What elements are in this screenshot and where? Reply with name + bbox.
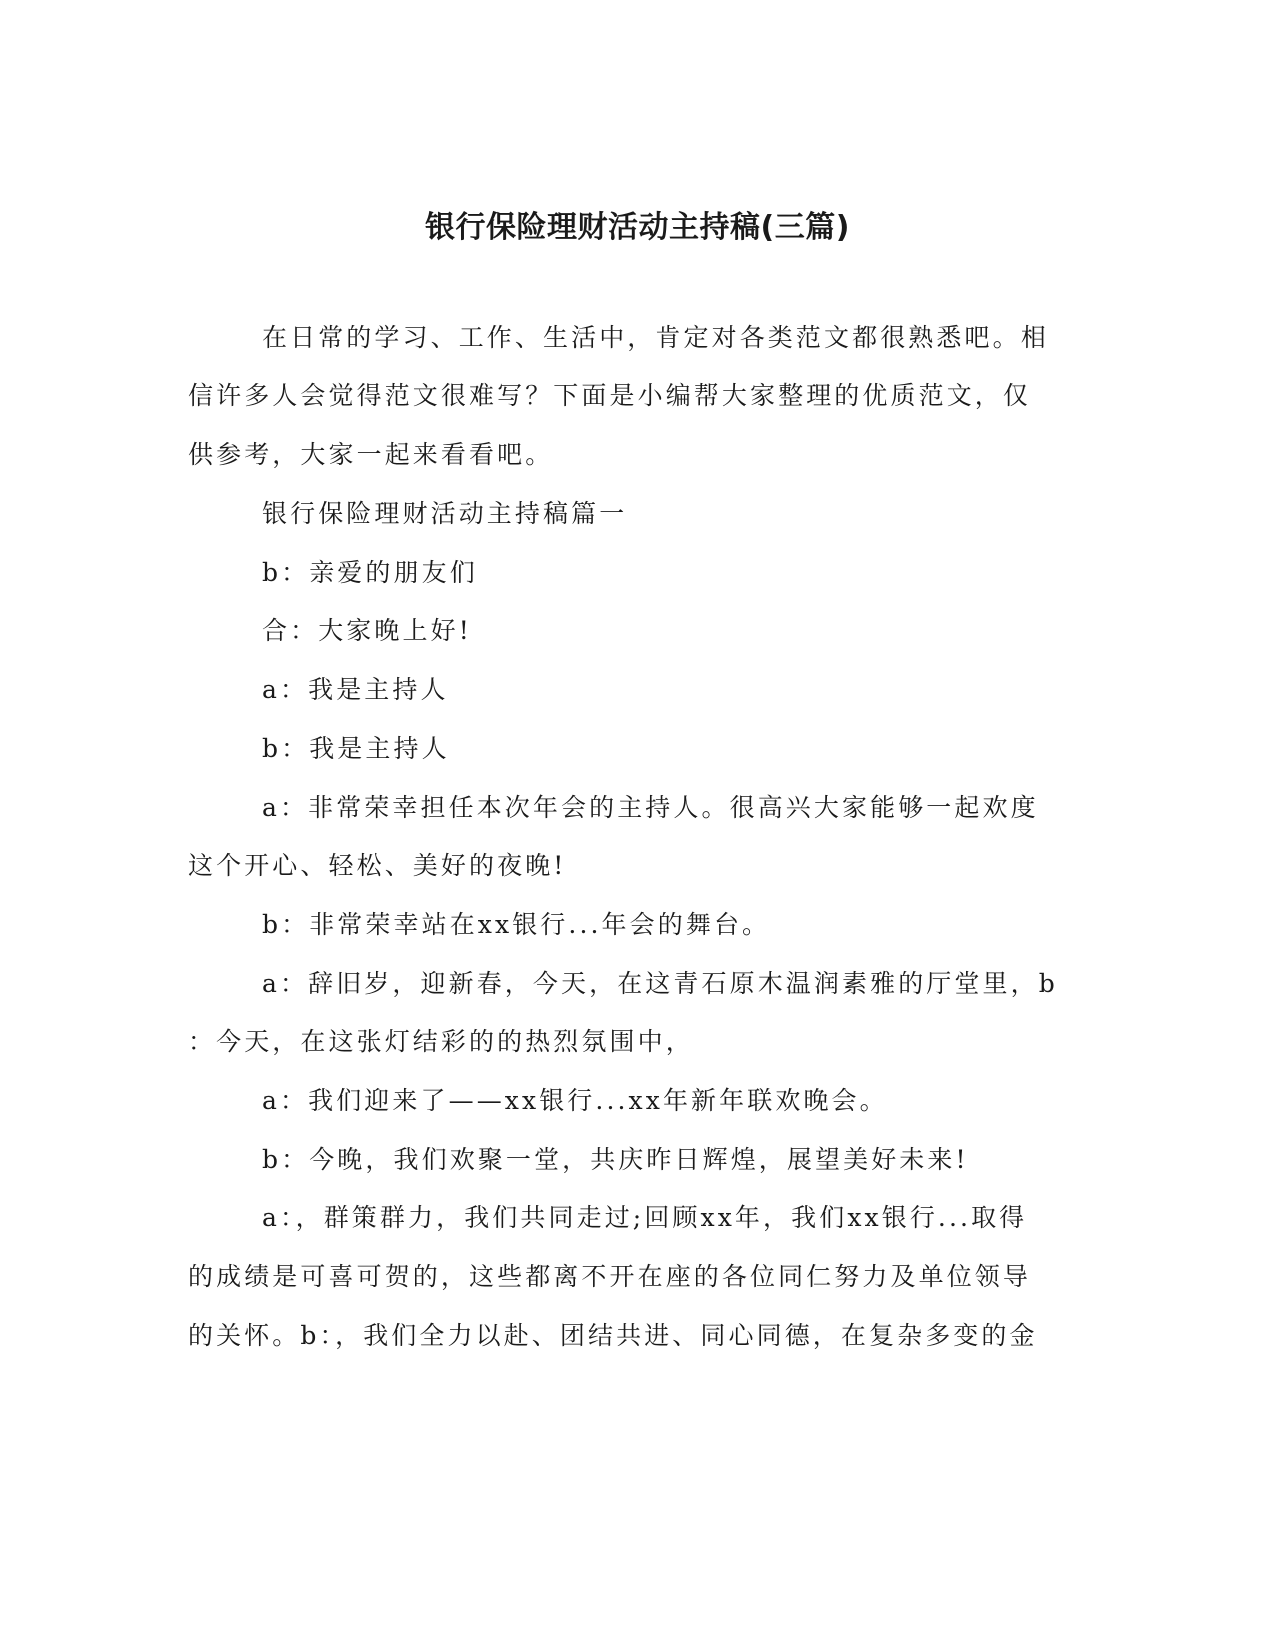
paragraph-line: b：今晚，我们欢聚一堂，共庆昨日辉煌，展望美好未来! [262, 1145, 969, 1174]
paragraph-line: b：我是主持人 [262, 734, 450, 763]
paragraph-line: 的成绩是可喜可贺的，这些都离不开在座的各位同仁努力及单位领导 [188, 1262, 1032, 1291]
paragraph-line: 这个开心、轻松、美好的夜晚! [188, 851, 567, 880]
paragraph-line: a：我是主持人 [262, 675, 449, 704]
paragraph-line: b：非常荣幸站在xx银行...年会的舞台。 [262, 910, 771, 939]
paragraph-line: 的关怀。b：，我们全力以赴、团结共进、同心同德，在复杂多变的金 [188, 1321, 1038, 1350]
document-title: 银行保险理财活动主持稿(三篇) [425, 210, 850, 245]
paragraph-line: 信许多人会觉得范文很难写？下面是小编帮大家整理的优质范文，仅 [188, 381, 1032, 410]
paragraph-line: a：辞旧岁，迎新春，今天，在这青石原木温润素雅的厅堂里，b [262, 969, 1058, 998]
paragraph-line: a：我们迎来了——xx银行...xx年新年联欢晚会。 [262, 1086, 888, 1115]
paragraph-line: a：，群策群力，我们共同走过;回顾xx年，我们xx银行...取得 [262, 1203, 1028, 1232]
section-heading: 银行保险理财活动主持稿篇一 [262, 499, 628, 528]
paragraph-line: 供参考，大家一起来看看吧。 [188, 440, 554, 469]
paragraph-line: b：亲爱的朋友们 [262, 558, 478, 587]
paragraph-line: ：今天，在这张灯结彩的的热烈氛围中， [188, 1027, 694, 1056]
paragraph-line: 合：大家晚上好! [262, 616, 472, 645]
paragraph-line: 在日常的学习、工作、生活中，肯定对各类范文都很熟悉吧。相 [262, 323, 1049, 352]
paragraph-line: a：非常荣幸担任本次年会的主持人。很高兴大家能够一起欢度 [262, 793, 1039, 822]
